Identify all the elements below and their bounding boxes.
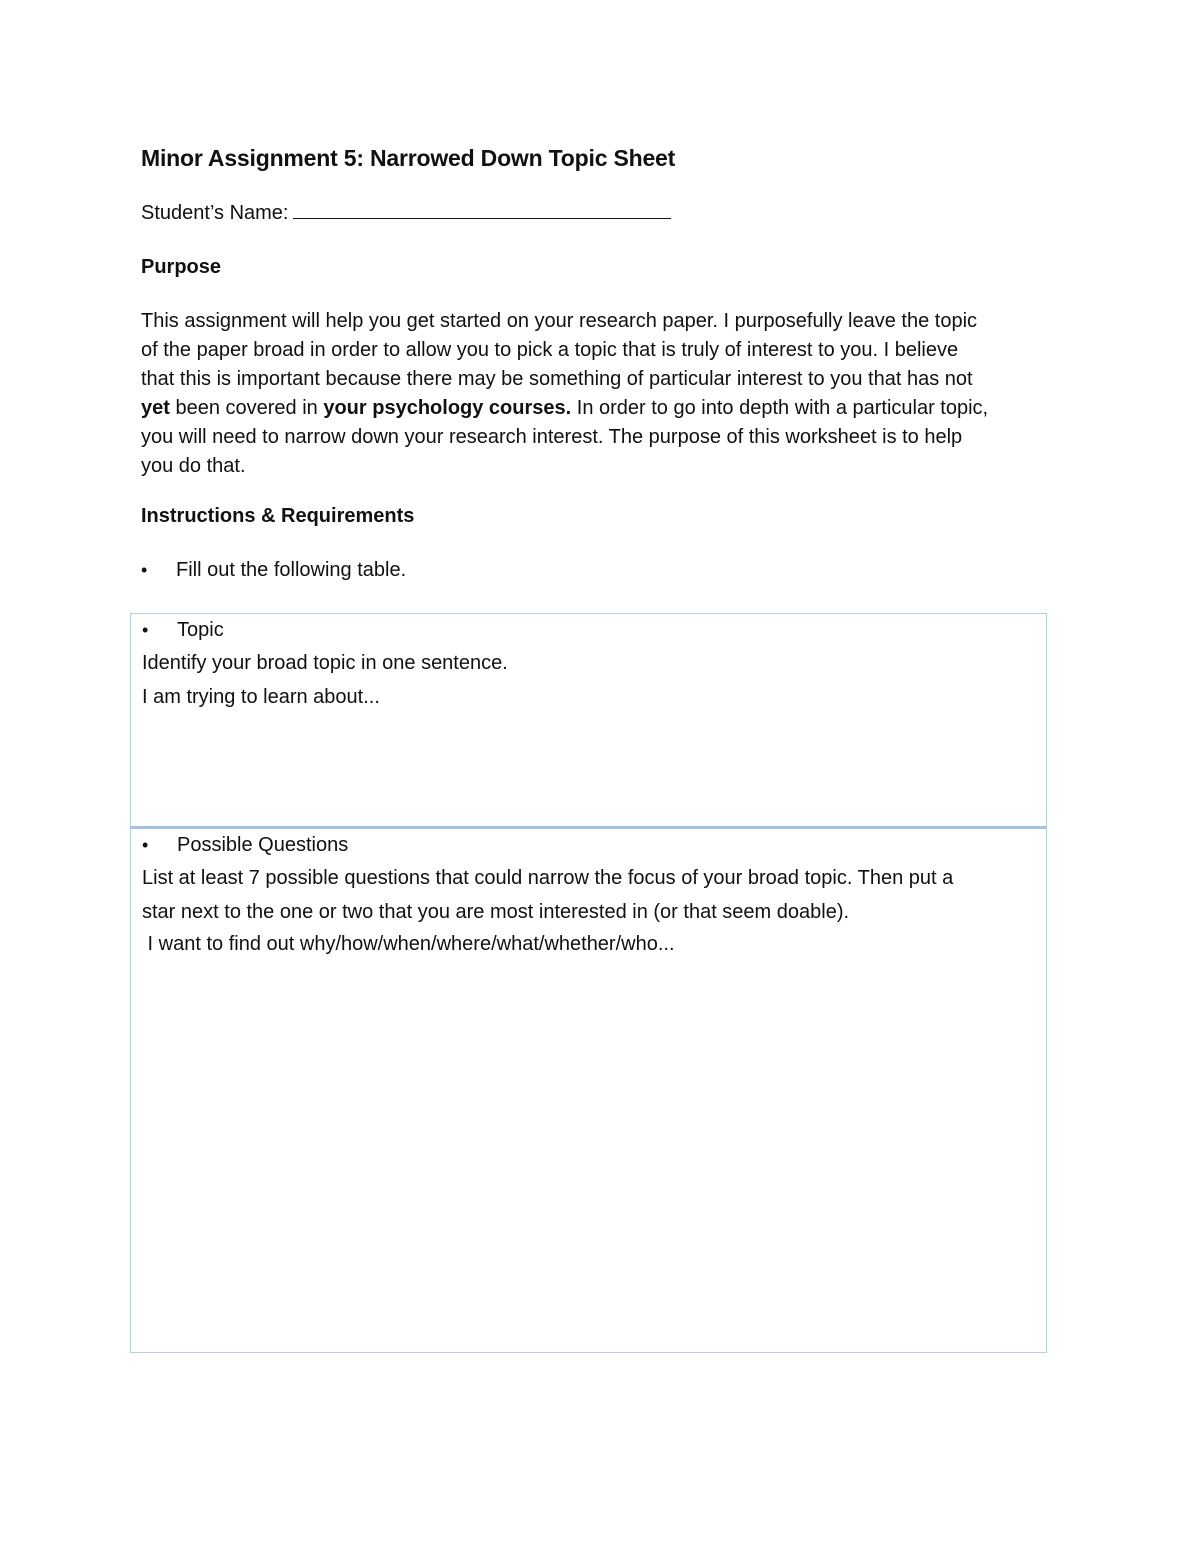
topic-cell-heading (142, 619, 224, 642)
emphasis-yet: yet (141, 397, 170, 419)
purpose-paragraph (141, 307, 1071, 481)
purpose-line: yet been covered in your psychology courses. In order to go into depth with a particular topic, (141, 397, 989, 419)
student-name-blank-line (293, 200, 671, 219)
questions-table-cell[interactable] (130, 826, 1047, 1353)
bullet-icon: • (141, 560, 148, 580)
student-name-label: Student’s Name: (141, 202, 289, 224)
topic-label: Topic (177, 619, 224, 641)
instruction-list-item (141, 559, 406, 582)
purpose-line: that this is important because there may be something of particular interest to you that has not (141, 368, 973, 390)
bullet-icon: • (142, 620, 149, 640)
purpose-heading: Purpose (141, 256, 222, 278)
purpose-line: you do that. (141, 455, 246, 477)
student-name-field (141, 200, 671, 225)
purpose-line: you will need to narrow down your research interest. The purpose of this worksheet is to help (141, 426, 963, 448)
questions-instruction-line-1: List at least 7 possible questions that could narrow the focus of your broad topic. Then put a (142, 867, 954, 889)
instruction-text: Fill out the following table. (176, 559, 407, 581)
questions-instruction-line-2: star next to the one or two that you are most interested in (or that seem doable). (142, 901, 850, 923)
topic-table-cell[interactable] (130, 613, 1047, 828)
purpose-line: of the paper broad in order to allow you to pick a topic that is truly of interest to you. I believe (141, 339, 959, 361)
topic-prompt: I am trying to learn about... (142, 686, 380, 708)
document-title: Minor Assignment 5: Narrowed Down Topic Sheet (141, 145, 676, 171)
purpose-line: This assignment will help you get started on your research paper. I purposefully leave the topic (141, 310, 978, 332)
questions-prompt: I want to find out why/how/when/where/what/whether/who... (142, 933, 675, 955)
bullet-icon: • (142, 835, 149, 855)
topic-instruction: Identify your broad topic in one sentence. (142, 652, 508, 674)
questions-label: Possible Questions (177, 834, 349, 856)
instructions-heading: Instructions & Requirements (141, 505, 415, 527)
emphasis-psychology-courses: your psychology courses. (323, 397, 572, 419)
questions-cell-heading (142, 834, 348, 857)
